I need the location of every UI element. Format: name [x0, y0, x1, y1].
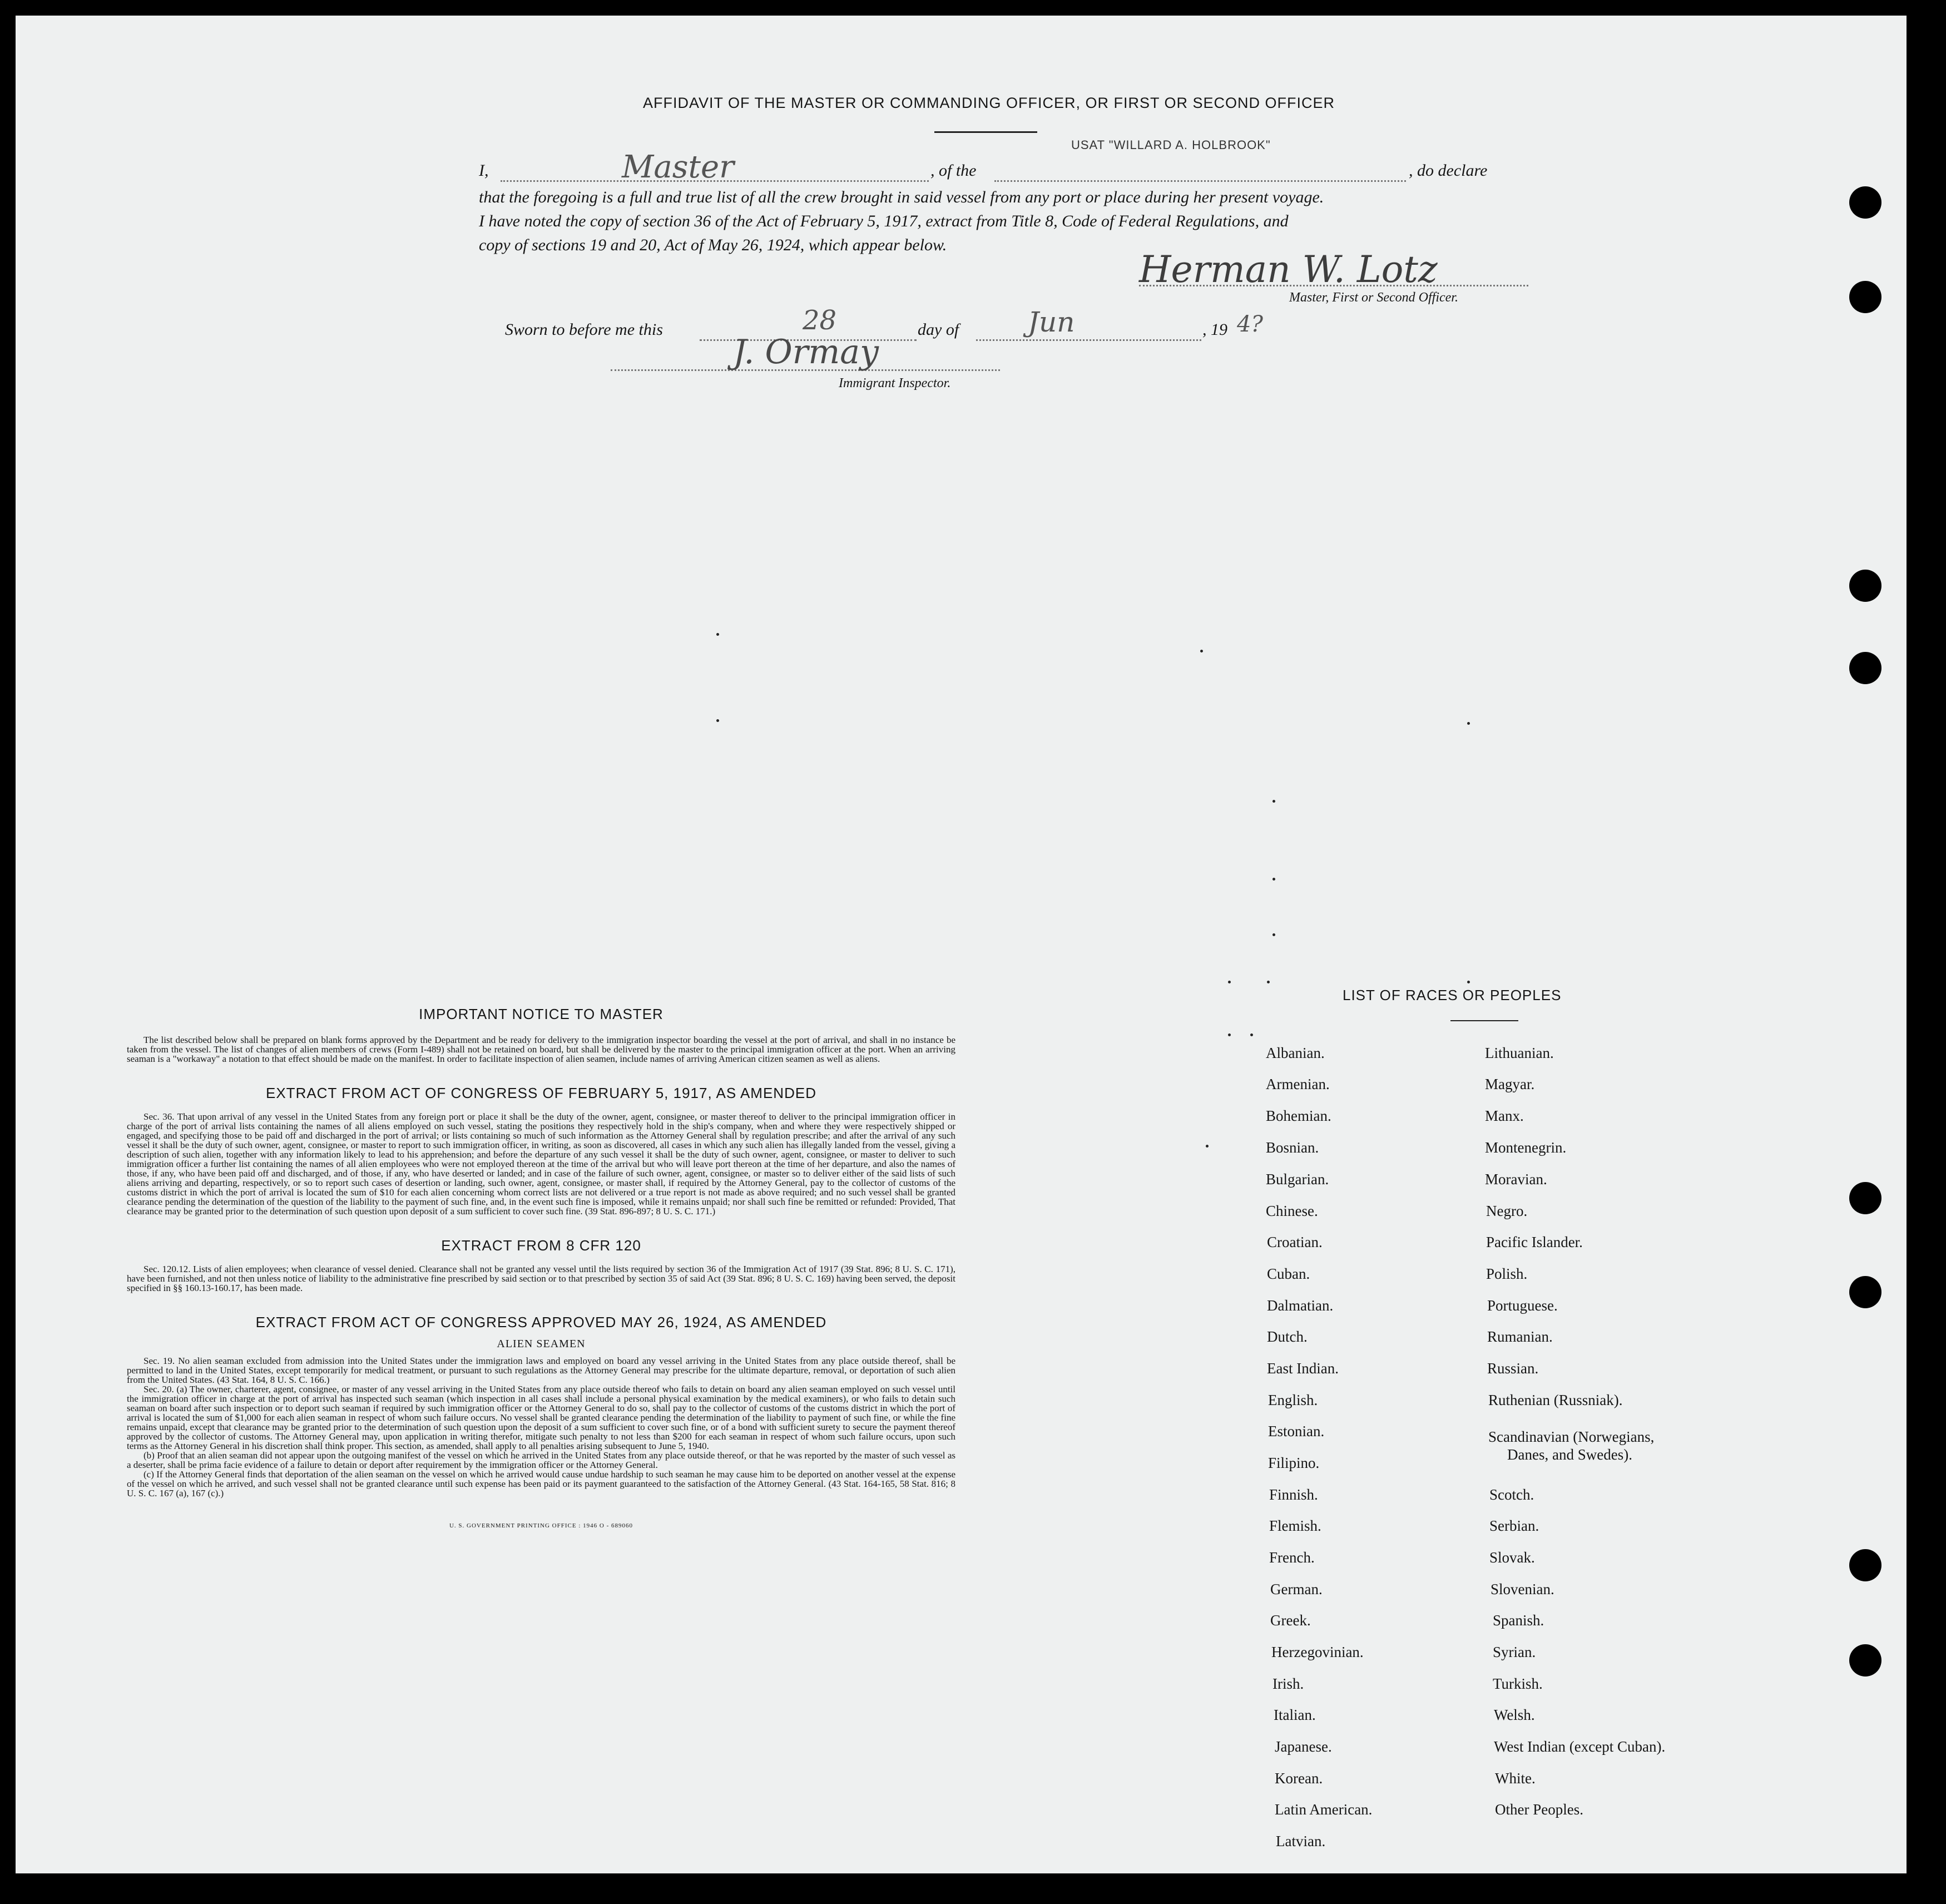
race-item: Other Peoples. — [1495, 1801, 1583, 1818]
race-item: Armenian. — [1266, 1076, 1330, 1092]
race-item: Estonian. — [1268, 1423, 1325, 1440]
extract-cfr-title: EXTRACT FROM 8 CFR 120 — [441, 1237, 641, 1254]
title-rule — [934, 131, 1037, 133]
race-item: Negro. — [1486, 1203, 1528, 1219]
binder-hole — [1849, 1644, 1881, 1676]
race-item: Scandinavian (Norwegians, — [1488, 1428, 1655, 1445]
sworn-year-handwritten: 4? — [1237, 311, 1263, 337]
scan-speck — [716, 633, 719, 636]
race-item: Lithuanian. — [1485, 1045, 1554, 1061]
race-item: Rumanian. — [1487, 1328, 1553, 1345]
race-item: Scotch. — [1489, 1486, 1534, 1503]
signature-caption: Master, First or Second Officer. — [1289, 290, 1458, 305]
race-item: Montenegrin. — [1485, 1139, 1567, 1156]
of-the-label: , of the — [930, 161, 977, 180]
race-item: Russian. — [1487, 1360, 1539, 1377]
scan-speck — [716, 719, 719, 722]
affidavit-title: AFFIDAVIT OF THE MASTER OR COMMANDING OFFICER, OR FIRST OR SECOND OFFICER — [642, 95, 1335, 111]
race-item: French. — [1269, 1549, 1315, 1566]
affidavit-body-line: copy of sections 19 and 20, Act of May 26, 1924, which appear below. — [479, 236, 947, 254]
scan-speck — [1267, 981, 1270, 983]
notice-title: IMPORTANT NOTICE TO MASTER — [419, 1006, 663, 1022]
race-item: Filipino. — [1268, 1455, 1320, 1471]
race-item: Latvian. — [1276, 1833, 1326, 1849]
race-item: Moravian. — [1485, 1171, 1547, 1188]
race-item: Chinese. — [1266, 1203, 1318, 1219]
race-item: Slovak. — [1489, 1549, 1535, 1566]
race-item: Greek. — [1270, 1612, 1311, 1629]
binder-hole — [1849, 652, 1881, 684]
legal-column — [127, 1006, 955, 1529]
do-declare-label: , do declare — [1409, 161, 1488, 180]
extract-1924-paragraph: (b) Proof that an alien seaman did not appear upon the outgoing manifest of the vessel on which he arrived in the United States from any place outside thereof, or that he was reported by the master of such vessel as a deserter, shall be prima facie evidence of a failure to detain or deport after requirement by the immigration officer or the Attorney General. — [127, 1450, 955, 1470]
race-item: Bulgarian. — [1266, 1171, 1329, 1188]
sworn-month-handwritten: Jun — [1028, 306, 1075, 338]
race-item: Danes, and Swedes). — [1507, 1446, 1632, 1463]
race-item: White. — [1495, 1770, 1536, 1787]
affidavit-body — [479, 185, 1536, 257]
vessel-name-typed: USAT "WILLARD A. HOLBROOK" — [1071, 138, 1271, 152]
i-label: I, — [479, 161, 489, 180]
day-of-label: day of — [918, 320, 959, 339]
binder-hole — [1849, 1549, 1881, 1581]
race-item: Albanian. — [1266, 1045, 1325, 1061]
inspector-signature: J. Ormay — [733, 333, 879, 372]
scan-speck — [1206, 1145, 1209, 1148]
binder-hole — [1849, 281, 1881, 313]
extract-1924-paragraph: Sec. 19. No alien seaman excluded from admission into the United States under the immigration laws and employed on board any vessel arriving in the United States from any place outside thereof, shall be permitted to land in the United States, except temporarily for medical treatment, or pursuant to such regulations as the Attorney General may prescribe for the ultimate departure, removal, or deportation of such alien from the United States. (43 Stat. 164, 8 U. S. C. 166.) — [127, 1356, 955, 1385]
race-item: Magyar. — [1485, 1076, 1535, 1092]
race-item: Serbian. — [1489, 1517, 1539, 1534]
race-item: Irish. — [1272, 1675, 1304, 1692]
scan-speck — [1467, 981, 1470, 983]
sworn-label: Sworn to before me this — [505, 320, 663, 339]
extract-1924-paragraph: (c) If the Attorney General finds that deportation of the alien seaman on the vessel on which he arrived would cause undue hardship to such seaman he may cause him to be deported on another vessel at the expense of the vessel on which he arrived, and such vessel shall not be granted clearance until such expense has been paid or its payment guaranteed to the satisfaction of the Attorney General. (43 Stat. 164-165, 58 Stat. 816; 8 U. S. C. 167 (a), 167 (c).) — [127, 1469, 955, 1499]
race-item: Manx. — [1485, 1107, 1524, 1124]
race-item: Ruthenian (Russniak). — [1488, 1392, 1623, 1408]
race-item: German. — [1270, 1581, 1323, 1598]
scan-speck — [1272, 933, 1275, 936]
vessel-field-line — [994, 180, 1406, 182]
scan-speck — [1200, 650, 1203, 652]
sworn-day-handwritten: 28 — [803, 305, 837, 336]
binder-hole — [1849, 186, 1881, 219]
race-item: English. — [1268, 1392, 1318, 1408]
extract-1924-title: EXTRACT FROM ACT OF CONGRESS APPROVED MAY 26, 1924, AS AMENDED — [255, 1314, 827, 1331]
race-item: Bohemian. — [1266, 1107, 1331, 1124]
form-page — [16, 16, 1907, 1873]
scan-speck — [1272, 878, 1275, 881]
race-item: Polish. — [1486, 1265, 1528, 1282]
binder-hole — [1849, 1276, 1881, 1308]
affidavit-body-line: I have noted the copy of section 36 of the Act of February 5, 1917, extract from Title 8, Code of Federal Regulations, and — [479, 212, 1289, 230]
race-item: Spanish. — [1493, 1612, 1544, 1629]
month-field-line — [976, 339, 1201, 341]
race-item: Slovenian. — [1491, 1581, 1554, 1598]
scan-speck — [1250, 1033, 1253, 1036]
race-item: Japanese. — [1275, 1738, 1332, 1755]
race-item: Latin American. — [1275, 1801, 1373, 1818]
extract-1924-text — [127, 1356, 955, 1498]
race-item: East Indian. — [1267, 1360, 1339, 1377]
race-item: Syrian. — [1493, 1644, 1536, 1660]
race-item: Flemish. — [1269, 1517, 1321, 1534]
extract-1924-paragraph: Sec. 20. (a) The owner, charterer, agent, consignee, or master of any vessel arriving in the United States from any place outside thereof who fails to detain on board any alien seaman employed on such vessel until the immigration officer in charge at the port of arrival has inspected such seaman (which inspection in all cases shall include a personal physical examination by the medical examiners), or who fails to detain such seaman on board after such inspection or to deport such seaman if required by such immigration officer or the Attorney General to do so, shall pay to the collector of customs of the customs district in which the port of arrival is located the sum of $1,000 for each alien seaman in respect of whom such failure occurs. No vessel shall be granted clearance pending the determination of the liability to payment of such fine, or while the fine remains unpaid, except that clearance may be granted prior to the determination of such question upon the deposit of a sum sufficient to cover such fine, or of a bond with sufficient surety to secure the payment thereof approved by the collector of customs. The Attorney General may, upon application in writing therefor, mitigate such penalty to not less than $200 for each seaman in respect of whom such failure occurs, upon such terms as the Attorney General in his discretion shall think proper. This section, as amended, shall apply to all penalties arising subsequent to June 5, 1940. — [127, 1384, 955, 1451]
race-item: West Indian (except Cuban). — [1494, 1738, 1666, 1755]
year-prefix-label: , 19 — [1202, 320, 1227, 339]
scan-speck — [1228, 981, 1231, 983]
race-item: Welsh. — [1494, 1707, 1535, 1723]
race-item: Dalmatian. — [1267, 1297, 1334, 1314]
extract-1917-text: Sec. 36. That upon arrival of any vessel in the United States from any foreign port or place it shall be the duty of the owner, agent, consignee, or master thereof to deliver to the principal immigration officer in charge of the port of arrival lists containing the names of all aliens employed on such vessel, stating the positions they respectively hold in the ship's company, when and where they were respectively shipped or engaged, and specifying those to be paid off and discharged in the port of arrival; or lists containing so much of such information as the Attorney General shall by regulation prescribe; and after the arrival of any such vessel it shall be the duty of such owner, agent, consignee, or master to report to such immigration officer, in writing, as soon as discovered, all cases in which any such alien has illegally landed from the vessel, giving a description of such alien, together with any information likely to lead to his apprehension; and before the departure of any such vessel it shall be the duty of such owner, agent, consignee, or master to deliver to such immigration officer a further list containing the names of all alien employees who were not employed thereon at the time of the arrival but who will leave port thereon at the time of her departure, and also the names of those, if any, who have been paid off and discharged, and of those, if any, who have deserted or landed; and in case of the failure of such owner, agent, consignee, or master so to deliver either of the said lists of such aliens arriving and departing, respectively, or so to report such cases of desertion or landing, such owner, agent, consignee, or master shall, if required by the Attorney General, pay to the collector of customs of the customs district in which the port of arrival is located the sum of $10 for each alien concerning whom correct lists are not delivered or a true report is not made as above required; and no such vessel shall be granted clearance pending the determination of the question of the liability to the payment of such fine, and, in the event such fine is imposed, while it remains unpaid; nor shall such fine be remitted or refunded: Provided, That clearance may be granted prior to the determination of such question upon deposit of a sum sufficient to cover such fine. (39 Stat. 896-897; 8 U. S. C. 171.) — [127, 1111, 955, 1216]
scan-speck — [1228, 1033, 1231, 1036]
extract-1924-subtitle: ALIEN SEAMEN — [497, 1338, 586, 1350]
race-item: Bosnian. — [1266, 1139, 1319, 1156]
race-item: Portuguese. — [1487, 1297, 1558, 1314]
binder-hole — [1849, 570, 1881, 602]
race-item: Finnish. — [1269, 1486, 1318, 1503]
scan-speck — [1272, 800, 1275, 803]
race-item: Cuban. — [1267, 1265, 1310, 1282]
scan-speck — [1467, 722, 1470, 725]
notice-text: The list described below shall be prepared on blank forms approved by the Department and be ready for delivery to the immigration inspector boarding the vessel at the port of arrival, and shall in no instance be taken from the vessel. The list of changes of alien members of crews (Form I-489) shall not be retained on board, but shall be delivered by the master to the principal immigration officer at the port. When an arriving seaman is a "workaway" a notation to that effect should be made on the manifest. In order to facilitate inspection of alien seamen, include names of arriving American citizen seamen as well as aliens. — [127, 1035, 955, 1064]
affidavit-body-line: that the foregoing is a full and true list of all the crew brought in said vessel from any port or place during her present voyage. — [479, 188, 1324, 206]
printer-line: U. S. GOVERNMENT PRINTING OFFICE : 1946 O - 689060 — [449, 1522, 633, 1529]
races-title: LIST OF RACES OR PEOPLES — [1343, 987, 1562, 1003]
inspector-caption: Immigrant Inspector. — [839, 376, 951, 390]
race-item: Italian. — [1274, 1707, 1316, 1723]
race-item: Pacific Islander. — [1486, 1234, 1583, 1250]
race-item: Turkish. — [1493, 1675, 1543, 1692]
race-item: Herzegovinian. — [1271, 1644, 1364, 1660]
binder-hole — [1849, 1182, 1881, 1214]
master-signature: Herman W. Lotz — [1139, 248, 1438, 291]
race-item: Korean. — [1275, 1770, 1323, 1787]
races-title-rule — [1450, 1020, 1518, 1021]
extract-cfr-text: Sec. 120.12. Lists of alien employees; when clearance of vessel denied. Clearance shall not be granted any vessel until the lists required by section 36 of the Immigration Act of 1917 (39 Stat. 896; 8 U. S. C. 171), have been furnished, and not then unless notice of liability to the administrative fine prescribed by said section or to that prescribed by section 35 of said Act (39 Stat. 896; 8 U. S. C. 169) having been served, the deposit specified in §§ 160.13-160.17, has been made. — [127, 1264, 955, 1293]
rank-handwritten: Master — [622, 149, 734, 185]
extract-1917-title: EXTRACT FROM ACT OF CONGRESS OF FEBRUARY 5, 1917, AS AMENDED — [266, 1085, 816, 1101]
race-item: Croatian. — [1267, 1234, 1323, 1250]
race-item: Dutch. — [1267, 1328, 1308, 1345]
